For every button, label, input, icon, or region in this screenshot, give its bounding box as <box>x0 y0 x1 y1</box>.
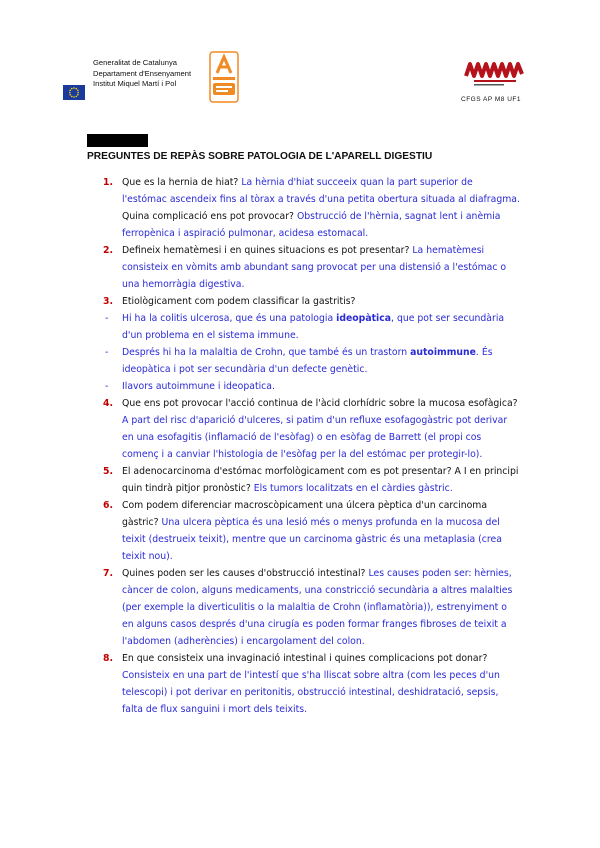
answer-text: La hèrnia d'hiat succeeix quan la part superior de l'estómac ascendeix fins al tòrax a través d'una petita obertura situada al diafragma. <box>122 177 520 205</box>
bullet-dash: - <box>105 313 109 324</box>
answer-bullet <box>100 310 520 344</box>
question-text: Quina complicació ens pot provocar? <box>122 211 294 222</box>
question-text: Que es la hernia de hiat? <box>122 177 239 188</box>
question-6 <box>100 497 520 565</box>
question-7 <box>100 565 520 650</box>
answer-text: Obstrucció de l'hèrnia, sagnat lent i anèmia ferropènica i aspiració pulmonar, acidesa estomacal. <box>122 211 501 239</box>
answer-text: La hematèmesi consisteix en vòmits amb abundant sang provocat per una distensió a l'estómac o una hemorràgia digestiva. <box>122 245 507 290</box>
question-2 <box>100 242 520 293</box>
question-number: 7. <box>103 568 114 579</box>
question-text: Com podem diferenciar macroscòpicament una úlcera pèptica d'un carcinoma gàstric? <box>122 500 488 528</box>
question-list <box>100 174 520 718</box>
question-text: El adenocarcinoma d'estómac morfològicament com es pot presentar? A I en principi quin tindrà pitjor pronòstic? <box>122 466 519 494</box>
answer-text: . És ideopàtica i pot ser secundària d'un defecte genètic. <box>122 347 493 375</box>
document-header <box>0 0 600 120</box>
institution-line: Institut Miquel Martí i Pol <box>93 79 177 88</box>
answer-text: Els tumors localitzats en el càrdies gàstric. <box>253 483 453 494</box>
question-1 <box>100 174 520 208</box>
question-5 <box>100 463 520 497</box>
answer-text: Hi ha la colitis ulcerosa, que és una patologia <box>122 313 337 324</box>
question-number: 2. <box>103 245 114 256</box>
question-4 <box>100 395 520 463</box>
institution-block <box>93 58 213 90</box>
question-number: 8. <box>103 653 114 664</box>
question-number: 3. <box>103 296 114 307</box>
question-text: Etiològicament com podem classificar la gastritis? <box>122 296 356 307</box>
bullet-dash: - <box>105 347 109 358</box>
redacted-name-bar <box>87 134 148 147</box>
institution-line: Generalitat de Catalunya <box>93 58 178 67</box>
institution-line: Departament d'Ensenyament <box>93 68 192 78</box>
question-number: 5. <box>103 466 114 477</box>
question-text: Quines poden ser les causes d'obstrucció intestinal? <box>122 568 366 579</box>
question-3 <box>100 293 520 310</box>
eu-stars-icon <box>63 85 85 100</box>
question-number: 6. <box>103 500 114 511</box>
answer-text: A part del risc d'aparició d'ulceres, si patim d'un refluxe esofagogàstric pot derivar en una esofagitis (inflamació de l'esòfag) o en esòfag de Barrett (el propi cos començ i a canviar l'histologia de l'esòfag per la del estómac per protegir-lo). <box>122 415 508 460</box>
answer-text: Ilavors autoimmune i ideopatica. <box>122 381 275 392</box>
answer-bullet <box>100 344 520 378</box>
answer-bullet <box>100 378 520 395</box>
question-number: 1. <box>103 177 114 188</box>
question-text: Defineix hematèmesi i en quines situacions es pot presentar? <box>122 245 410 256</box>
answer-text: Consisteix en una part de l'intestí que s'ha lliscat sobre altra (com les peces d'un telescopi) i pot derivar en peritonitis, obstrucció intestinal, deshidratació, sepsis, falta de flux sanguini i mort dels teixits. <box>122 670 500 715</box>
answer-text: Una ulcera pèptica és una lesió més o menys profunda en la mucosa del teixit (destrueix teixit), mentre que un carcinoma gàstric és una metaplasia (crea teixit nou). <box>122 517 502 562</box>
answer-text: Després hi ha la malaltia de Crohn, que també és un trastorn <box>122 347 411 358</box>
school-logo <box>209 51 239 103</box>
eu-flag-logo <box>63 85 85 100</box>
institute-logo-icon <box>462 56 528 92</box>
question-text: Que ens pot provocar l'acció continua de l'àcid clorhídric sobre la mucosa esofàgica? <box>122 398 518 409</box>
question-8 <box>100 650 520 718</box>
school-logo-icon <box>209 51 239 103</box>
question-1-followup <box>100 208 520 242</box>
question-text: En que consisteix una invaginació intestinal i quines complicacions pot donar? <box>122 653 488 664</box>
answer-emphasis: autoimmune <box>410 347 476 358</box>
question-number: 4. <box>103 398 114 409</box>
answer-text: , que pot ser secundària d'un problema en el sistema immune. <box>122 313 505 341</box>
answer-text: Les causes poden ser: hèrnies, càncer de colon, alguns medicaments, una constricció secundària a altres malalties (per exemple la diverticulitis o la malaltia de Crohn (inflamatòria)), estrenyiment o en alguns casos després d'una cirugía es poden formar franges fibroses de teixit a l'abdomen (adherències) i encargolament del colon. <box>122 568 513 647</box>
course-code: CFGS AP M8 UF1 <box>461 96 521 103</box>
answer-emphasis: ideopàtica <box>336 313 392 324</box>
document-title: PREGUNTES DE REPÀS SOBRE PATOLOGIA DE L'APARELL DIGESTIU <box>87 151 433 162</box>
institute-logo <box>462 56 528 92</box>
bullet-dash: - <box>105 381 109 392</box>
